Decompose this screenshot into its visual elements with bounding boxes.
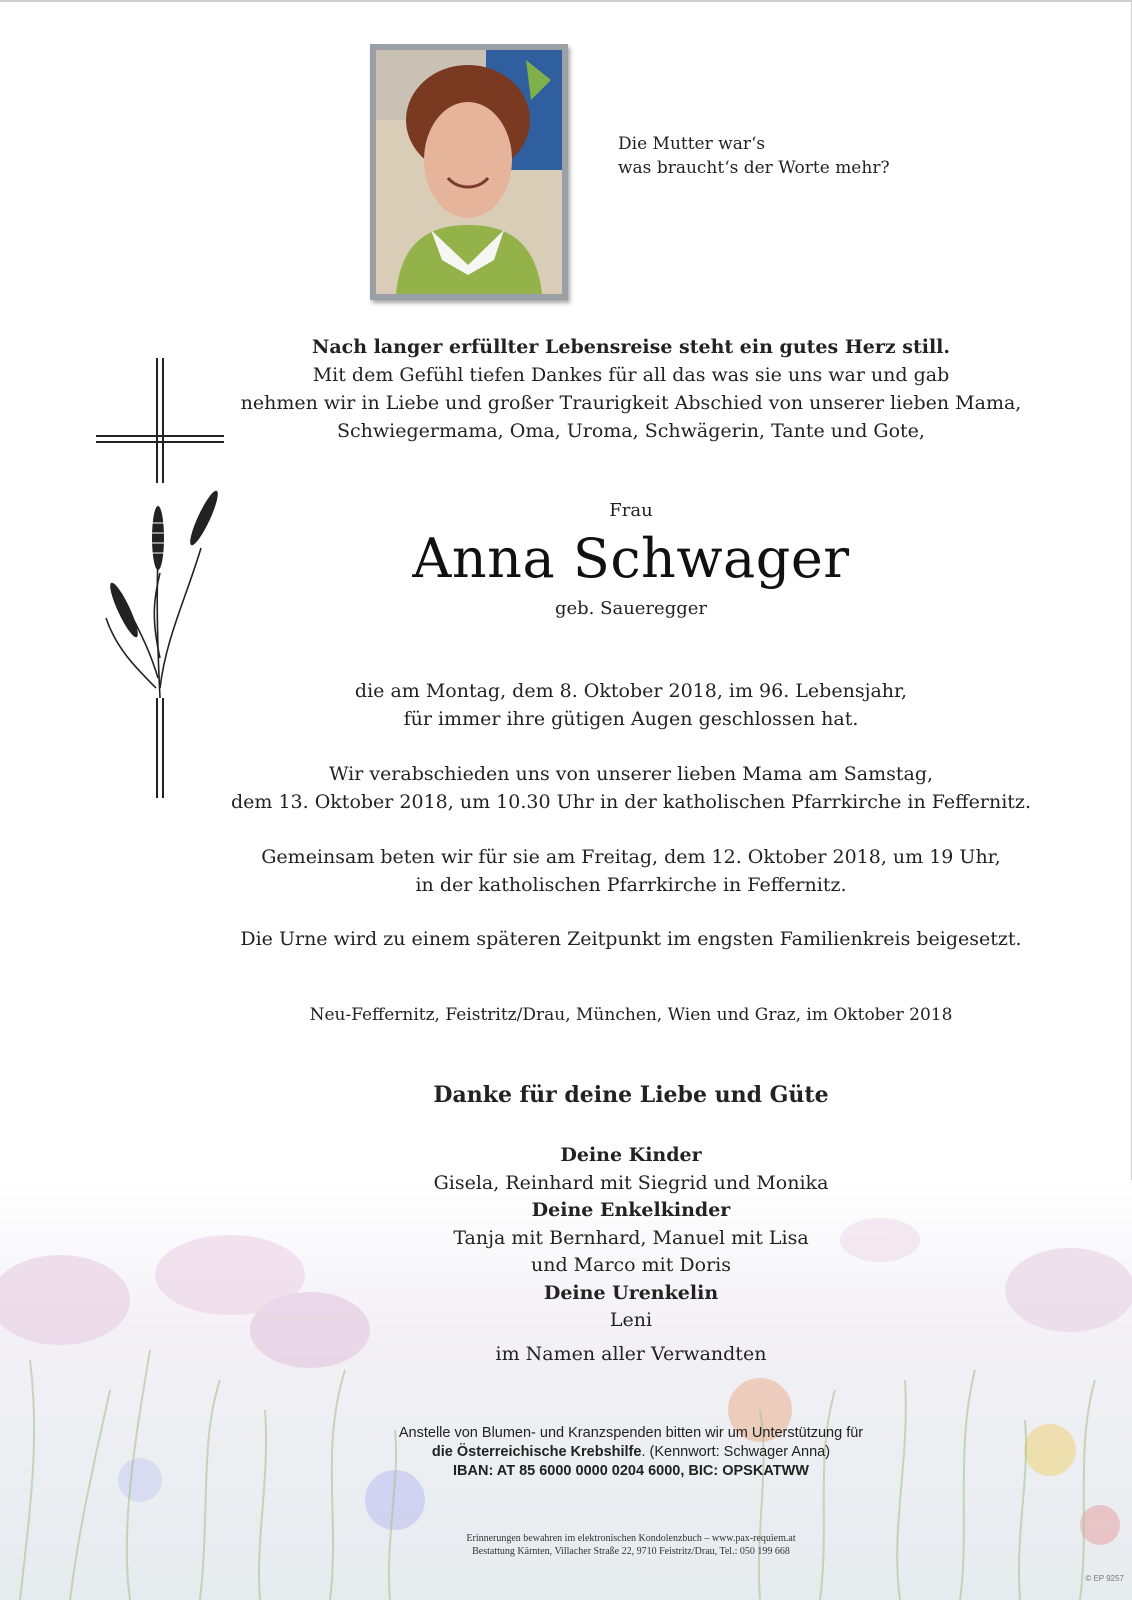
print-code: © EP 9257 — [1085, 1574, 1124, 1583]
charity-name: die Österreichische Krebshilfe — [431, 1444, 642, 1460]
footer-line-2: Bestattung Kärnten, Villacher Straße 22, 9710 Feistritz/Drau, Tel.: 050 199 668 — [472, 1546, 790, 1557]
donation-keyword: . (Kennwort: Schwager Anna) — [641, 1444, 831, 1460]
death-notice-line-1: die am Montag, dem 8. Oktober 2018, im 96. Lebensjahr, — [354, 680, 908, 702]
children-names: Gisela, Reinhard mit Siegrid und Monika — [433, 1171, 829, 1194]
farewell-line-2: dem 13. Oktober 2018, um 10.30 Uhr in der katholischen Pfarrkirche in Feffernitz. — [231, 791, 1031, 813]
urn-notice: Die Urne wird zu einem späteren Zeitpunkt im engsten Familienkreis beigesetzt. — [240, 928, 1022, 950]
salutation: Frau — [609, 500, 653, 521]
grandchildren-heading: Deine Enkelkinder — [531, 1199, 731, 1221]
intro-line-3: nehmen wir in Liebe und großer Traurigkeit Abschied von unserer lieben Mama, — [240, 392, 1022, 414]
donation-notice — [150, 1424, 1112, 1481]
footer-line-1: Erinnerungen bewahren im elektronischen Kondolenzbuch – www.pax-requiem.at — [466, 1533, 796, 1544]
footer — [150, 1532, 1112, 1558]
portrait-image — [376, 50, 562, 294]
portrait-photo — [370, 44, 568, 300]
prayer-line-2: in der katholischen Pfarrkirche in Feffernitz. — [415, 874, 847, 896]
prayer-notice — [150, 843, 1112, 899]
farewell-notice — [150, 760, 1112, 816]
birth-name: geb. Saueregger — [554, 598, 707, 619]
donation-line-1: Anstelle von Blumen- und Kranzspenden bitten wir um Unterstützung für — [398, 1425, 864, 1441]
death-notice-line-2: für immer ihre gütigen Augen geschlossen hat. — [403, 708, 859, 730]
great-grandchildren-heading: Deine Urenkelin — [543, 1281, 719, 1304]
places-and-date: Neu-Feffernitz, Feistritz/Drau, München, Wien und Graz, im Oktober 2018 — [309, 1005, 953, 1025]
family-list — [150, 1142, 1112, 1368]
farewell-line-1: Wir verabschieden uns von unserer lieben Mama am Samstag, — [328, 763, 934, 785]
death-notice — [150, 677, 1112, 733]
intro-line-2: Mit dem Gefühl tiefen Dankes für all das was sie uns war und gab — [312, 364, 950, 386]
quote-line-1: Die Mutter war‘s — [618, 134, 766, 154]
thanks-heading: Danke für deine Liebe und Güte — [433, 1082, 829, 1108]
intro-bold-line: Nach langer erfüllter Lebensreise steht ein gutes Herz still. — [311, 336, 951, 358]
deceased-name: Anna Schwager — [412, 527, 850, 590]
quote — [618, 132, 890, 180]
family-closing: im Namen aller Verwandten — [495, 1342, 767, 1365]
grandchildren-line-1: Tanja mit Bernhard, Manuel mit Lisa — [453, 1226, 809, 1249]
grandchildren-line-2: und Marco mit Doris — [530, 1254, 731, 1276]
great-grandchildren-names: Leni — [609, 1309, 653, 1331]
intro-text — [150, 333, 1112, 445]
bank-details: IBAN: AT 85 6000 0000 0204 6000, BIC: OPSKATWW — [453, 1463, 809, 1479]
prayer-line-1: Gemeinsam beten wir für sie am Freitag, dem 12. Oktober 2018, um 19 Uhr, — [261, 846, 1001, 868]
children-heading: Deine Kinder — [560, 1144, 702, 1166]
quote-line-2: was braucht‘s der Worte mehr? — [618, 158, 890, 178]
donation-line-2 — [150, 1443, 1112, 1462]
intro-line-4: Schwiegermama, Oma, Uroma, Schwägerin, Tante und Gote, — [337, 420, 925, 442]
page-edge-top — [0, 0, 1132, 2]
